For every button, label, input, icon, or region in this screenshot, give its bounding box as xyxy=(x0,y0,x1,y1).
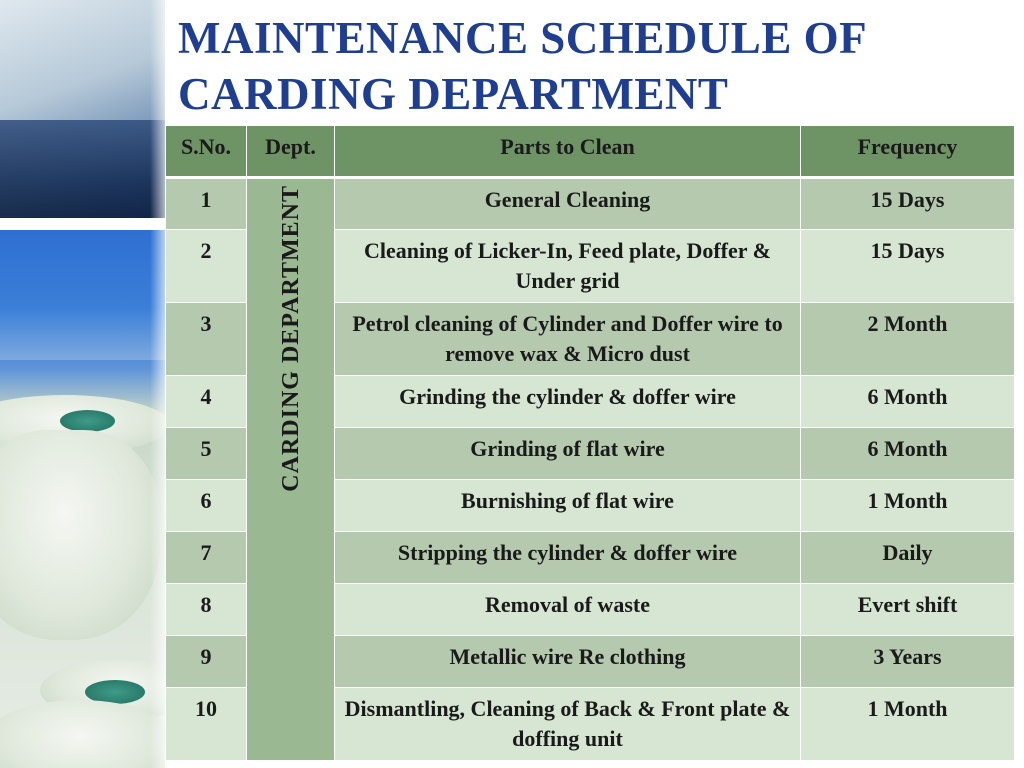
header-sno: S.No. xyxy=(166,126,247,178)
frequency-cell: 15 Days xyxy=(801,178,1015,230)
sno-cell: 3 xyxy=(166,303,247,376)
parts-cell: Dismantling, Cleaning of Back & Front plate & doffing unit xyxy=(335,688,801,761)
header-dept: Dept. xyxy=(247,126,335,178)
sno-cell: 2 xyxy=(166,230,247,303)
table-row xyxy=(166,178,1015,230)
page-title: MAINTENANCE SCHEDULE OF CARDING DEPARTMENT xyxy=(178,13,866,119)
blue-photo-section xyxy=(0,230,165,360)
sno-cell: 5 xyxy=(166,428,247,480)
sno-cell: 6 xyxy=(166,480,247,532)
parts-cell: Cleaning of Licker-In, Feed plate, Doffer & Under grid xyxy=(335,230,801,303)
dept-cell xyxy=(247,178,335,761)
sno-cell: 8 xyxy=(166,584,247,636)
yarn-spool-image xyxy=(0,700,165,768)
table-header-row xyxy=(166,126,1015,178)
parts-cell: Burnishing of flat wire xyxy=(335,480,801,532)
carding-machine-photo xyxy=(0,120,165,218)
header-frequency: Frequency xyxy=(801,126,1015,178)
yarn-spool-image xyxy=(0,430,160,640)
background-photo-band xyxy=(0,0,165,768)
photo-fade xyxy=(150,0,165,768)
spool-cap-image xyxy=(60,410,115,432)
parts-cell: General Cleaning xyxy=(335,178,801,230)
frequency-cell: 2 Month xyxy=(801,303,1015,376)
frequency-cell: 15 Days xyxy=(801,230,1015,303)
frequency-cell: 6 Month xyxy=(801,376,1015,428)
parts-cell: Metallic wire Re clothing xyxy=(335,636,801,688)
frequency-cell: Evert shift xyxy=(801,584,1015,636)
parts-cell: Petrol cleaning of Cylinder and Doffer wire to remove wax & Micro dust xyxy=(335,303,801,376)
parts-cell: Grinding the cylinder & doffer wire xyxy=(335,376,801,428)
sno-cell: 7 xyxy=(166,532,247,584)
frequency-cell: 1 Month xyxy=(801,688,1015,761)
dept-label: CARDING DEPARTMENT xyxy=(277,185,304,492)
header-parts: Parts to Clean xyxy=(335,126,801,178)
divider-strip xyxy=(0,218,165,230)
sno-cell: 10 xyxy=(166,688,247,761)
sno-cell: 9 xyxy=(166,636,247,688)
parts-cell: Stripping the cylinder & doffer wire xyxy=(335,532,801,584)
frequency-cell: 1 Month xyxy=(801,480,1015,532)
frequency-cell: Daily xyxy=(801,532,1015,584)
frequency-cell: 6 Month xyxy=(801,428,1015,480)
sno-cell: 4 xyxy=(166,376,247,428)
parts-cell: Removal of waste xyxy=(335,584,801,636)
maintenance-schedule-table xyxy=(165,125,1015,761)
sno-cell: 1 xyxy=(166,178,247,230)
frequency-cell: 3 Years xyxy=(801,636,1015,688)
parts-cell: Grinding of flat wire xyxy=(335,428,801,480)
